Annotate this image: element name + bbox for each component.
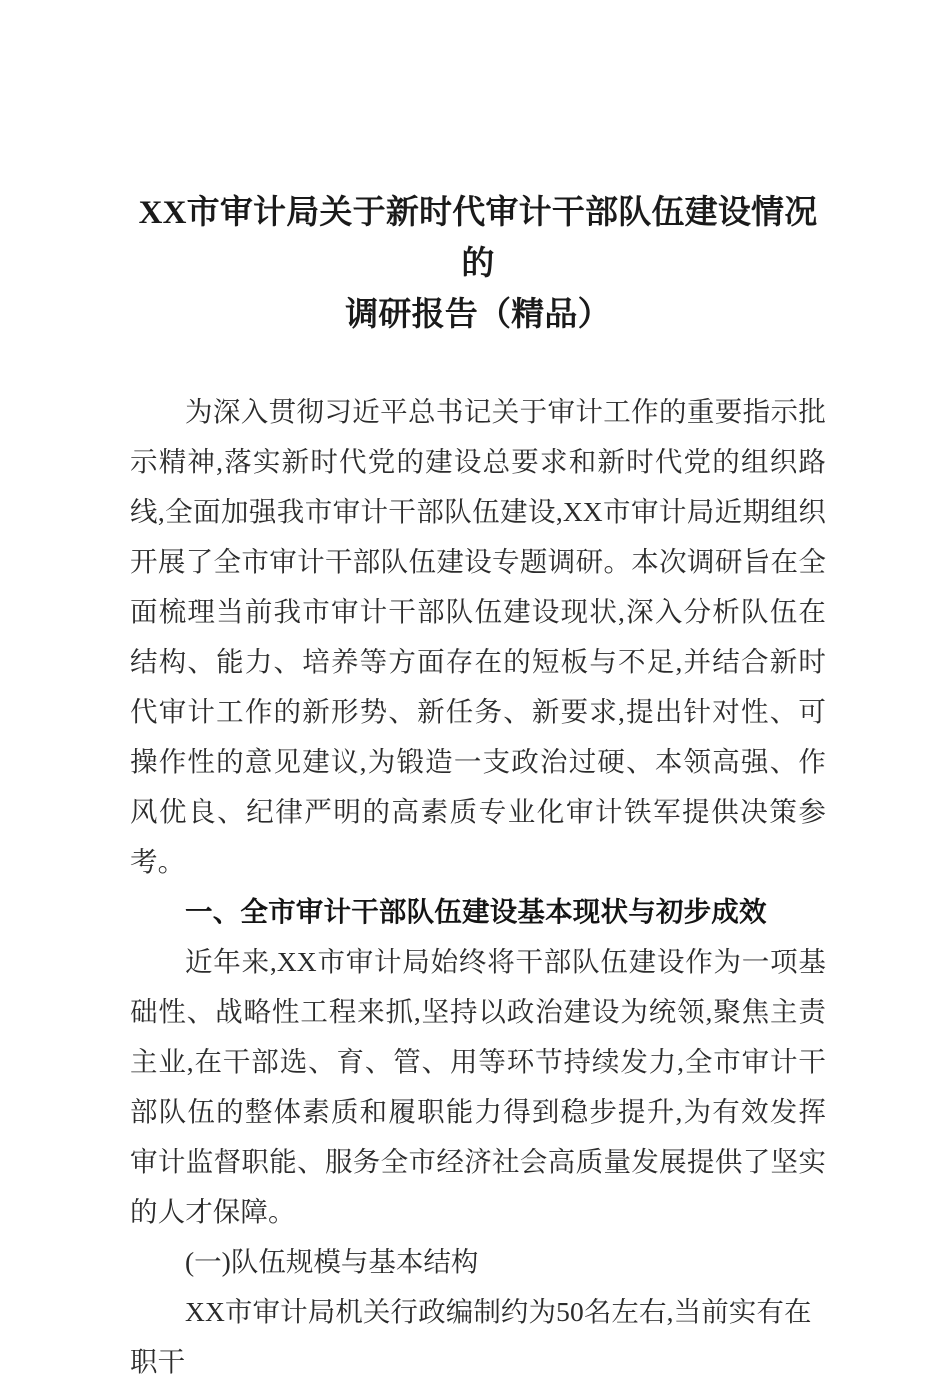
section-heading-1: 一、全市审计干部队伍建设基本现状与初步成效	[185, 896, 767, 927]
document-title-line-2: 调研报告（精品）	[345, 297, 611, 333]
document-title-line-1: XX市审计局关于新时代审计干部队伍建设情况的	[138, 195, 818, 282]
document-content	[130, 0, 826, 1387]
paragraph-preamble: 为深入贯彻习近平总书记关于审计工作的重要指示批示精神,落实新时代党的建设总要求和新时代党的组织路线,全面加强我市审计干部队伍建设,XX市审计局近期组织开展了全市审计干部队伍建设专题调研。本次调研旨在全面梳理当前我市审计干部队伍建设现状,深入分析队伍在结构、能力、培养等方面存在的短板与不足,并结合新时代审计工作的新形势、新任务、新要求,提出针对性、可操作性的意见建议,为锻造一支政治过硬、本领高强、作风优良、纪律严明的高素质专业化审计铁军提供决策参考。	[130, 396, 826, 877]
document-title	[130, 0, 826, 341]
paragraph-section-1-body: 近年来,XX市审计局始终将干部队伍建设作为一项基础性、战略性工程来抓,坚持以政治建设为统领,聚焦主责主业,在干部选、育、管、用等环节持续发力,全市审计干部队伍的整体素质和履职能力得到稳步提升,为有效发挥审计监督职能、服务全市经济社会高质量发展提供了坚实的人才保障。	[130, 946, 826, 1227]
paragraph-subsection-1-1-body: XX市审计局机关行政编制约为50名左右,当前实有在职干	[130, 1296, 812, 1377]
subsection-heading-1-1: (一)队伍规模与基本结构	[185, 1246, 479, 1277]
document-body	[130, 387, 826, 1387]
